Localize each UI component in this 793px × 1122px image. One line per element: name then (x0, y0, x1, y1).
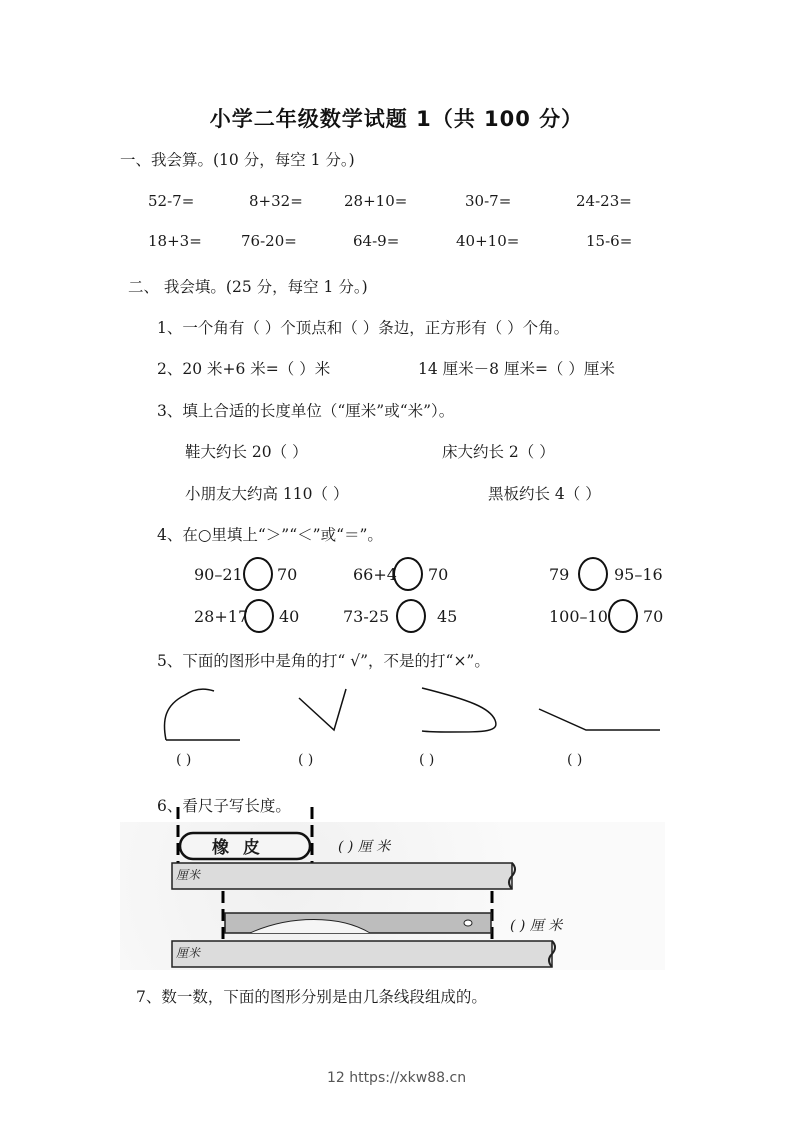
compare-circle[interactable] (243, 557, 273, 591)
question-2-left: 2、20 米+6 米=（ ）米 (157, 360, 331, 378)
answer-blank[interactable]: ( ) (298, 752, 314, 768)
question-5: 5、下面的图形中是角的打“ √”，不是的打“×”。 (157, 652, 490, 670)
calc-item: 15-6= (586, 232, 633, 250)
answer-blank[interactable]: ( ) (419, 752, 435, 768)
compare-left: 79 (549, 565, 570, 584)
ruler-unit-label: 厘米 (176, 868, 201, 882)
compare-left: 90–21 (194, 565, 243, 584)
angle-figure (299, 689, 346, 730)
page-title: 小学二年级数学试题 1（共 100 分） (209, 107, 584, 131)
bent-line-figure (539, 709, 660, 730)
calc-item: 28+10= (344, 192, 408, 210)
question-6: 6、看尺子写长度。 (157, 797, 291, 815)
compare-right: 40 (279, 607, 300, 626)
section2-heading: 二、 我会填。(25 分，每空 1 分。) (128, 278, 368, 296)
calc-item: 18+3= (148, 232, 202, 250)
answer-blank[interactable]: ( ) 厘 米 (338, 839, 391, 855)
compare-right: 95–16 (614, 565, 663, 584)
eraser-label: 橡 皮 (212, 838, 264, 858)
compare-circle[interactable] (608, 599, 638, 633)
compare-circle[interactable] (578, 557, 608, 591)
q3-item-blackboard: 黑板约长 4（ ） (488, 485, 601, 503)
page-footer: 12 https://xkw88.cn (326, 1070, 467, 1086)
curve-figure (164, 689, 214, 740)
section1-heading: 一、我会算。(10 分，每空 1 分。) (120, 151, 355, 169)
q3-item-bed: 床大约长 2（ ） (442, 443, 555, 461)
question-7: 7、数一数，下面的图形分别是由几条线段组成的。 (136, 988, 487, 1006)
question-4: 4、在○里填上“＞”“＜”或“＝”。 (157, 526, 383, 544)
compare-left: 73-25 (343, 607, 390, 626)
compare-right: 70 (643, 607, 664, 626)
compare-circle[interactable] (396, 599, 426, 633)
compare-right: 70 (428, 565, 449, 584)
compare-left: 66+4 (353, 565, 397, 584)
calc-item: 76-20= (241, 232, 297, 250)
compare-circle[interactable] (393, 557, 423, 591)
calc-item: 40+10= (456, 232, 520, 250)
ruler-unit-label: 厘米 (176, 946, 201, 960)
answer-blank[interactable]: ( ) 厘 米 (510, 918, 563, 934)
angle-figures (150, 680, 670, 750)
compare-right: 45 (437, 607, 458, 626)
question-3: 3、填上合适的长度单位（“厘米”或“米”）。 (157, 402, 455, 420)
question-2-right: 14 厘米－8 厘米=（ ）厘米 (418, 360, 615, 378)
calc-item: 24-23= (576, 192, 632, 210)
calc-item: 30-7= (465, 192, 512, 210)
answer-blank[interactable]: ( ) (567, 752, 583, 768)
q3-item-child: 小朋友大约高 110（ ） (185, 485, 349, 503)
calc-item: 64-9= (353, 232, 400, 250)
q3-item-shoe: 鞋大约长 20（ ） (185, 443, 308, 461)
compare-circle[interactable] (244, 599, 274, 633)
compare-left: 28+17 (194, 607, 249, 626)
ruler-diagram (120, 805, 680, 975)
answer-blank[interactable]: ( ) (176, 752, 192, 768)
question-1: 1、一个角有（ ）个顶点和（ ）条边，正方形有（ ）个角。 (157, 319, 570, 337)
calc-item: 52-7= (148, 192, 195, 210)
u-curve-figure (422, 688, 496, 732)
compare-left: 100–10 (549, 607, 608, 626)
calc-item: 8+32= (249, 192, 303, 210)
compare-right: 70 (277, 565, 298, 584)
